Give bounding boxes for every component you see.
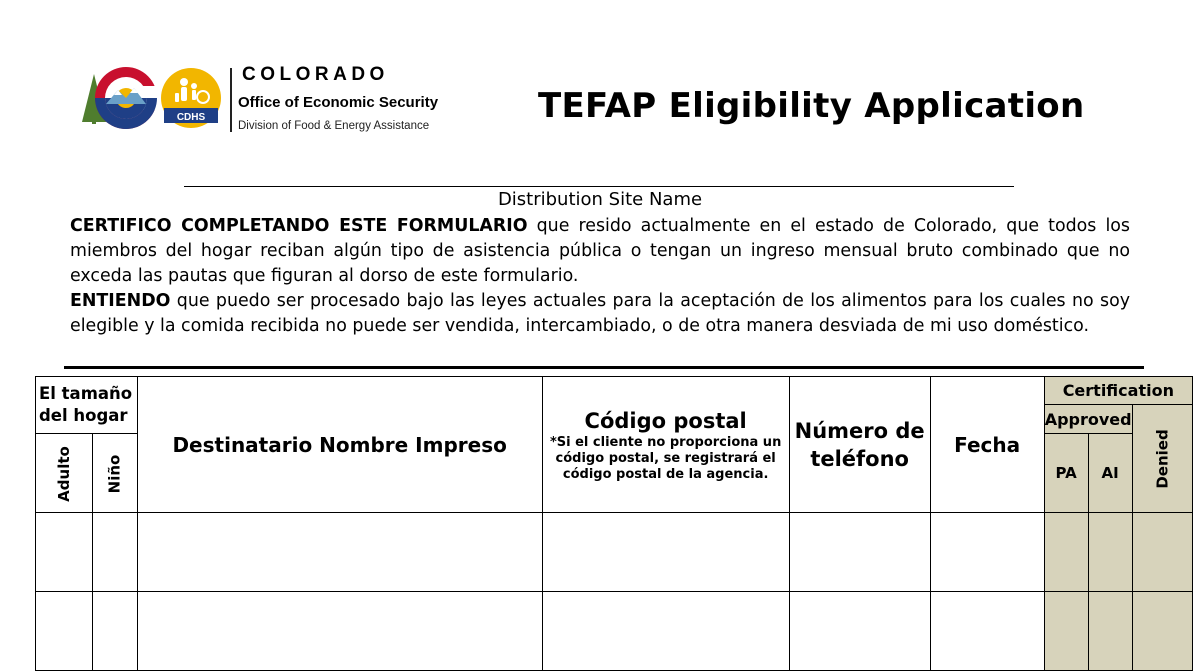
recipient-name-header: Destinatario Nombre Impreso (137, 377, 542, 513)
cdhs-badge-text: CDHS (176, 112, 206, 123)
certify-heading: CERTIFICO COMPLETANDO ESTE FORMULARIO (70, 216, 528, 236)
org-name: COLORADO (242, 64, 389, 85)
understanding-paragraph (70, 289, 1130, 339)
adult-label: Adulto (54, 445, 73, 502)
date-cell[interactable] (930, 513, 1044, 592)
date-header: Fecha (930, 377, 1044, 513)
adult-count-cell[interactable] (36, 592, 93, 671)
ai-cell[interactable] (1088, 513, 1132, 592)
understand-heading: ENTIENDO (70, 291, 171, 311)
pa-header: PA (1044, 434, 1088, 513)
zip-code-cell[interactable] (542, 592, 789, 671)
approved-header: Approved (1044, 405, 1132, 434)
ai-header: AI (1088, 434, 1132, 513)
child-count-cell[interactable] (92, 592, 137, 671)
date-cell[interactable] (930, 592, 1044, 671)
zip-code-cell[interactable] (542, 513, 789, 592)
application-table (35, 376, 1193, 671)
site-name-label: Distribution Site Name (497, 189, 703, 210)
phone-number-header: Número de teléfono (789, 377, 930, 513)
denied-cell[interactable] (1132, 592, 1192, 671)
denied-label: Denied (1153, 429, 1172, 489)
child-label: Niño (105, 454, 124, 493)
phone-number-cell[interactable] (789, 513, 930, 592)
child-count-cell[interactable] (92, 513, 137, 592)
office-name: Office of Economic Security (238, 94, 439, 111)
ai-cell[interactable] (1088, 592, 1132, 671)
page-title: TEFAP Eligibility Application (538, 86, 1085, 126)
table-row (36, 592, 1193, 671)
certify-text: que resido actualmente en el estado de Colorado, que todos los miembros del hogar reciban algún tipo de asistencia pública o tengan un ingreso mensual bruto combinado que no exceda las pautas que figuran al dorso de este formulario. (70, 216, 1130, 286)
household-size-header: El tamaño del hogar (36, 377, 138, 434)
zip-code-header (542, 377, 789, 513)
denied-cell[interactable] (1132, 513, 1192, 592)
colorado-c-logo-icon (82, 67, 158, 129)
denied-header (1132, 405, 1192, 513)
phone-number-cell[interactable] (789, 592, 930, 671)
adult-count-cell[interactable] (36, 513, 93, 592)
division-name: Division of Food & Energy Assistance (238, 120, 430, 132)
zip-code-title: Código postal (584, 408, 747, 433)
table-row (36, 513, 1193, 592)
site-name-line (184, 186, 1014, 187)
recipient-name-cell[interactable] (137, 592, 542, 671)
zip-code-note: *Si el cliente no proporciona un código postal, se registrará el código postal de la agencia. (549, 434, 782, 482)
pa-cell[interactable] (1044, 513, 1088, 592)
colorado-cdhs-logo (80, 64, 225, 134)
brand-divider (230, 68, 232, 132)
pa-cell[interactable] (1044, 592, 1088, 671)
understand-text: que puedo ser procesado bajo las leyes actuales para la aceptación de los alimentos para los cuales no soy elegible y la comida recibida no puede ser vendida, intercambiado, o de otra manera desviada de mi uso doméstico. (70, 291, 1130, 336)
adult-header (36, 434, 93, 513)
certification-paragraph (70, 214, 1130, 289)
recipient-name-cell[interactable] (137, 513, 542, 592)
section-rule (64, 366, 1144, 369)
certification-header: Certification (1044, 377, 1192, 405)
child-header (92, 434, 137, 513)
